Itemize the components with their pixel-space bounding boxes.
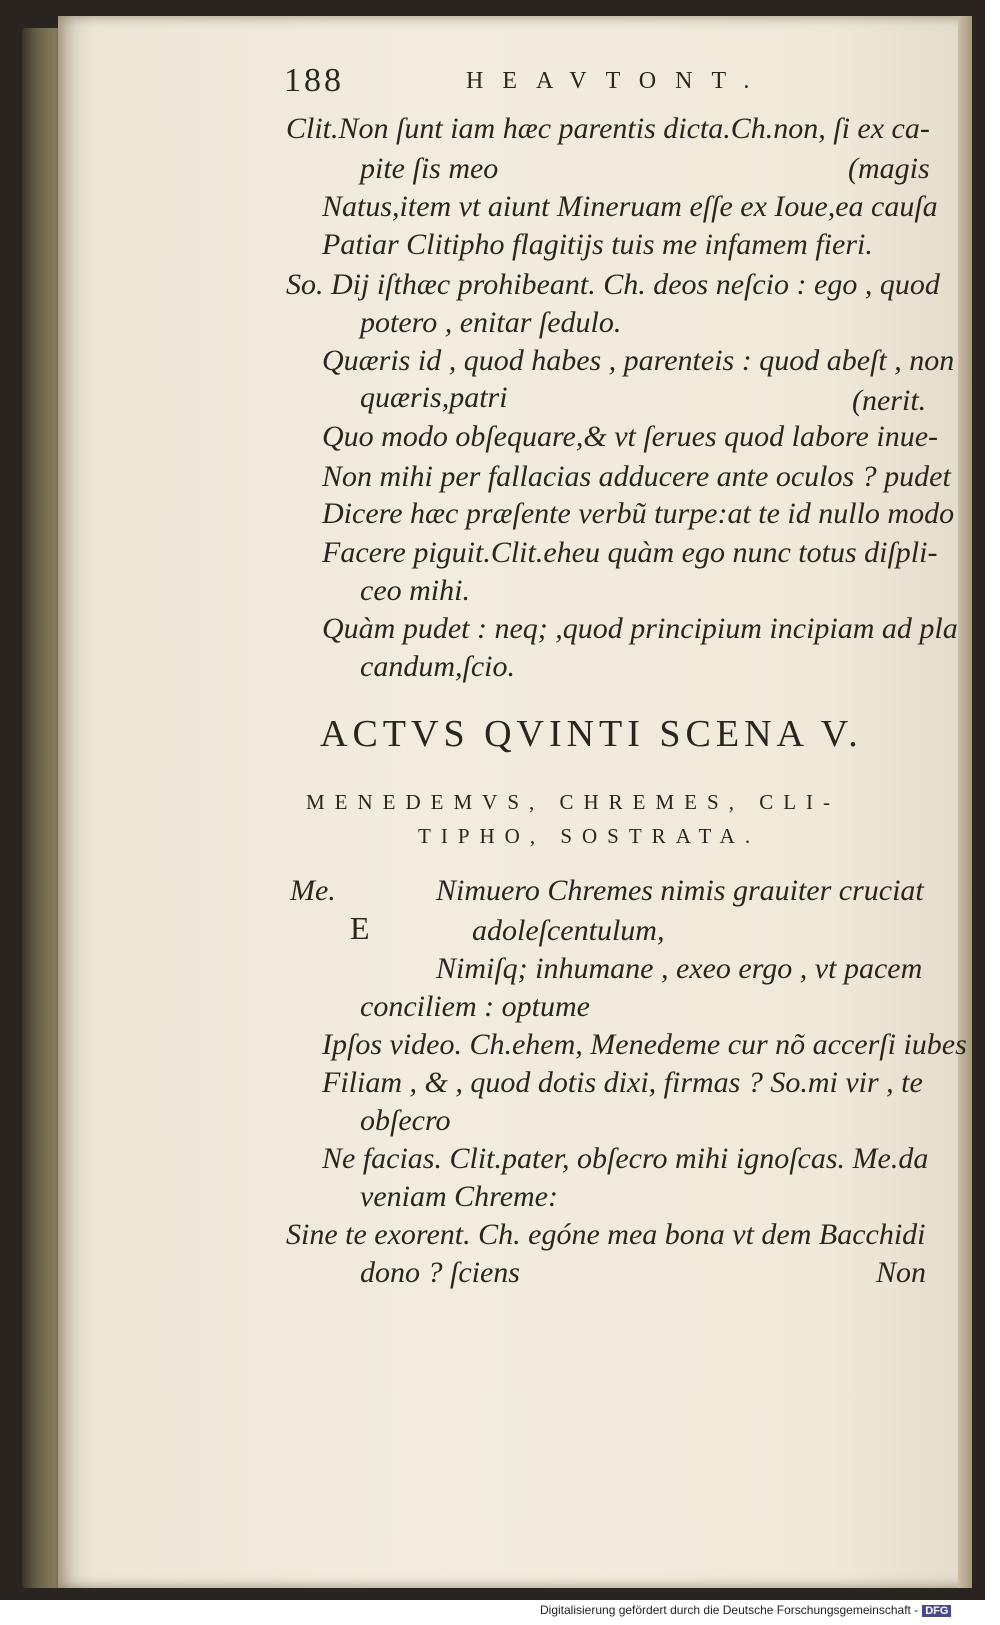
dfg-logo: DFG (922, 1605, 951, 1617)
text-line: Quo modo obſequare,& vt ſerues quod labore inue- (322, 420, 939, 453)
text-line: Facere piguit.Clit.eheu quàm ego nunc totus diſpli- (322, 536, 938, 569)
text-line: Non mihi per fallacias adducere ante oculos ? pudet (322, 460, 951, 493)
text-line: Quæris id , quod habes , parenteis : quod abeſt , non (322, 344, 955, 377)
scene-title: ACTVS QVINTI SCENA V. (320, 713, 863, 755)
text-line: Nimiſq; inhumane , exeo ergo , vt pacem (436, 952, 923, 985)
cast-list-line-1: MENEDEMVS, CHREMES, CLI- (306, 790, 841, 814)
text-line: candum,ſcio. (360, 650, 515, 683)
text-line: quæris,patri (360, 381, 508, 414)
text-line: Ne facias. Clit.pater, obſecro mihi ignoſcas. Me.da (322, 1142, 929, 1175)
text-line: potero , enitar ſedulo. (360, 306, 622, 339)
running-title: HEAVTONT. (466, 68, 769, 94)
footer-text: Digitalisierung gefördert durch die Deutsche Forschungsgemeinschaft - (540, 1603, 919, 1617)
cast-list-line-2: TIPHO, SOSTRATA. (418, 824, 761, 848)
catchword: Non (876, 1256, 927, 1289)
speaker-label: Me. (290, 874, 336, 907)
text-line: Filiam , & , quod dotis dixi, firmas ? So.mi vir , te (322, 1066, 923, 1099)
text-line: Ipſos video. Ch.ehem, Menedeme cur nõ accerſi iubes (322, 1028, 967, 1061)
text-line: ceo mihi. (360, 574, 470, 607)
text-line: dono ? ſciens (360, 1256, 520, 1289)
running-head (0, 62, 1000, 102)
text-line: conciliem : optume (360, 990, 590, 1023)
text-line: pite ſis meo (360, 152, 499, 185)
text-line: Quàm pudet : neq; ,quod principium incipiam ad pla (322, 612, 958, 645)
text-line: obſecro (360, 1104, 451, 1137)
text-line: Dicere hæc præſente verbũ turpe:at te id nullo modo (322, 497, 955, 530)
text-line: adoleſcentulum, (472, 914, 665, 947)
text-line: veniam Chreme: (360, 1180, 558, 1213)
text-line: Nimuero Chremes nimis grauiter cruciat (436, 874, 924, 907)
page-fore-edge (958, 16, 972, 1588)
text-line: So. Dij iſthæc prohibeant. Ch. deos neſcio : ego , quod (286, 268, 940, 301)
text-line: Clit.Non ſunt iam hæc parentis dicta.Ch.non, ſi ex ca- (286, 112, 930, 145)
text-line: (nerit. (852, 384, 927, 417)
drop-cap: E (350, 910, 370, 946)
text-line: (magis (848, 152, 930, 185)
digitization-footer (540, 1603, 998, 1623)
text-line: Patiar Clitipho flagitijs tuis me infamem fieri. (322, 228, 873, 261)
text-line: Sine te exorent. Ch. egóne mea bona vt dem Bacchidi (286, 1218, 926, 1251)
page-number: 188 (284, 62, 344, 99)
text-line: Natus,item vt aiunt Mineruam eſſe ex Ioue,ea cauſa (322, 190, 938, 223)
